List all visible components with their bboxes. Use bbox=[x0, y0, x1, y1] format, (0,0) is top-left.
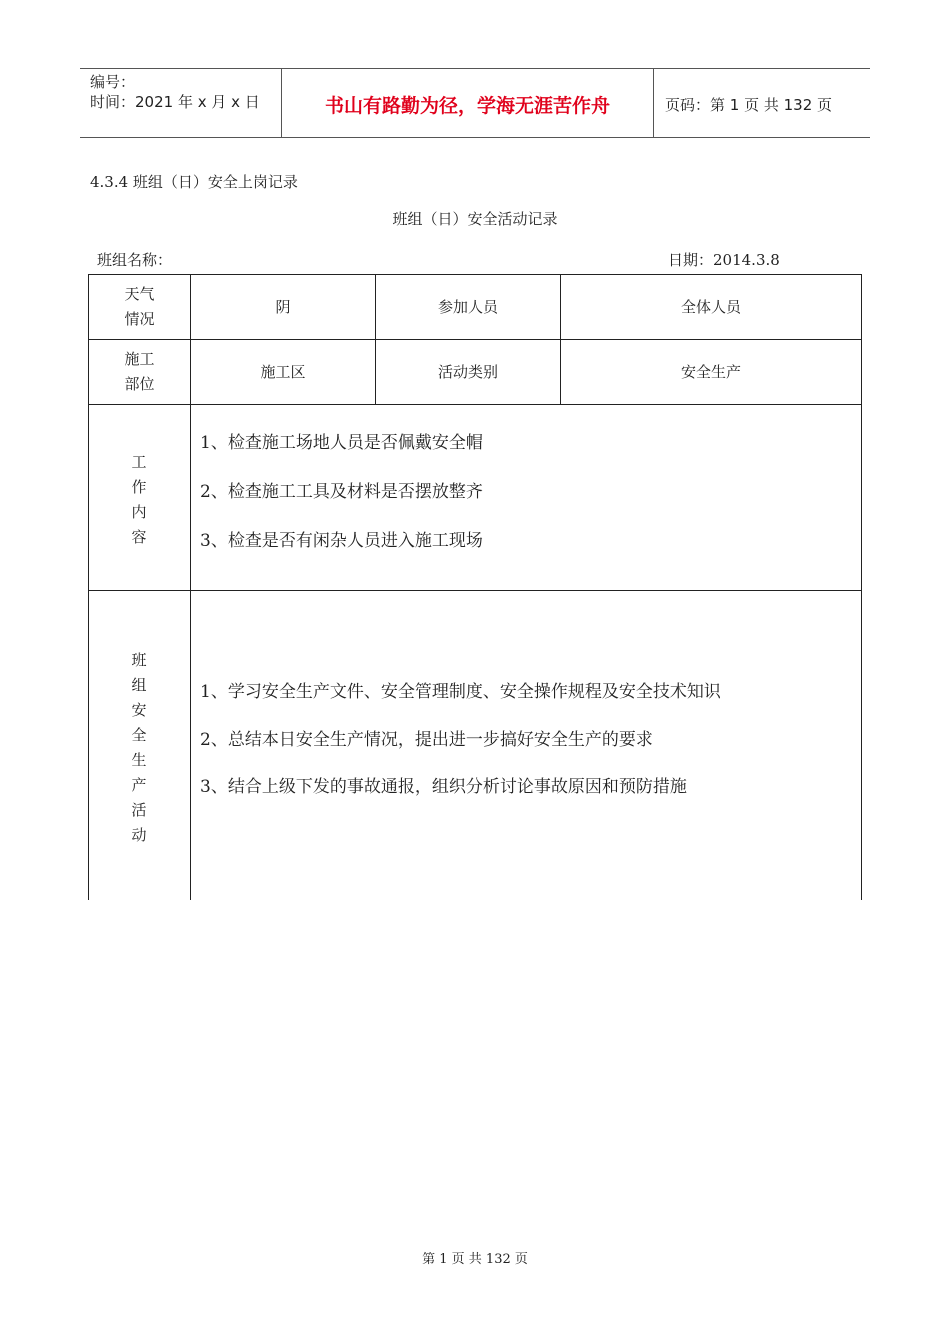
document-title: 班组（日）安全活动记录 bbox=[392, 210, 558, 228]
team-safety-activity-label: 班 组 安 全 生 产 活 动 bbox=[131, 651, 147, 844]
activity-item-1: 1、学习安全生产文件、安全管理制度、安全操作规程及安全技术知识 bbox=[200, 682, 721, 702]
page-number-label: 页码：第 1 页 共 132 页 bbox=[665, 96, 833, 114]
activity-type-value: 安全生产 bbox=[680, 362, 741, 381]
work-content-label: 工 作 内 容 bbox=[131, 453, 147, 546]
page-header bbox=[80, 68, 870, 138]
weather-value: 阴 bbox=[275, 297, 291, 316]
participants-label: 参加人员 bbox=[437, 297, 498, 316]
work-item-1: 1、检查施工场地人员是否佩戴安全帽 bbox=[200, 433, 483, 453]
header-left-cell bbox=[80, 69, 282, 137]
code-label: 编号： bbox=[90, 73, 136, 91]
construction-location-label: 施工 部位 bbox=[124, 350, 155, 393]
activity-item-2: 2、总结本日安全生产情况，提出进一步搞好安全生产的要求 bbox=[200, 730, 653, 750]
participants-value: 全体人员 bbox=[680, 297, 741, 316]
activity-type-label: 活动类别 bbox=[437, 362, 498, 381]
table-row-divider bbox=[88, 404, 862, 405]
team-name-label: 班组名称： bbox=[97, 251, 173, 269]
table-row-divider bbox=[88, 590, 862, 591]
work-item-2: 2、检查施工工具及材料是否摆放整齐 bbox=[200, 482, 483, 502]
activity-record-table bbox=[88, 274, 862, 900]
header-right-cell bbox=[655, 69, 870, 137]
work-item-3: 3、检查是否有闲杂人员进入施工现场 bbox=[200, 531, 483, 551]
date-label: 日期：2014.3.8 bbox=[668, 251, 780, 269]
weather-label: 天气 情况 bbox=[124, 285, 155, 328]
page-footer: 第 1 页 共 132 页 bbox=[422, 1252, 528, 1267]
section-title: 4.3.4 班组（日）安全上岗记录 bbox=[90, 173, 298, 191]
time-label: 时间：2021 年 x 月 x 日 bbox=[90, 93, 260, 111]
table-border-right bbox=[861, 274, 862, 900]
header-middle-cell bbox=[282, 69, 654, 137]
motto-text: 书山有路勤为径，学海无涯苦作舟 bbox=[324, 95, 610, 117]
construction-location-value: 施工区 bbox=[260, 362, 306, 381]
activity-item-3: 3、结合上级下发的事故通报，组织分析讨论事故原因和预防措施 bbox=[200, 777, 687, 797]
